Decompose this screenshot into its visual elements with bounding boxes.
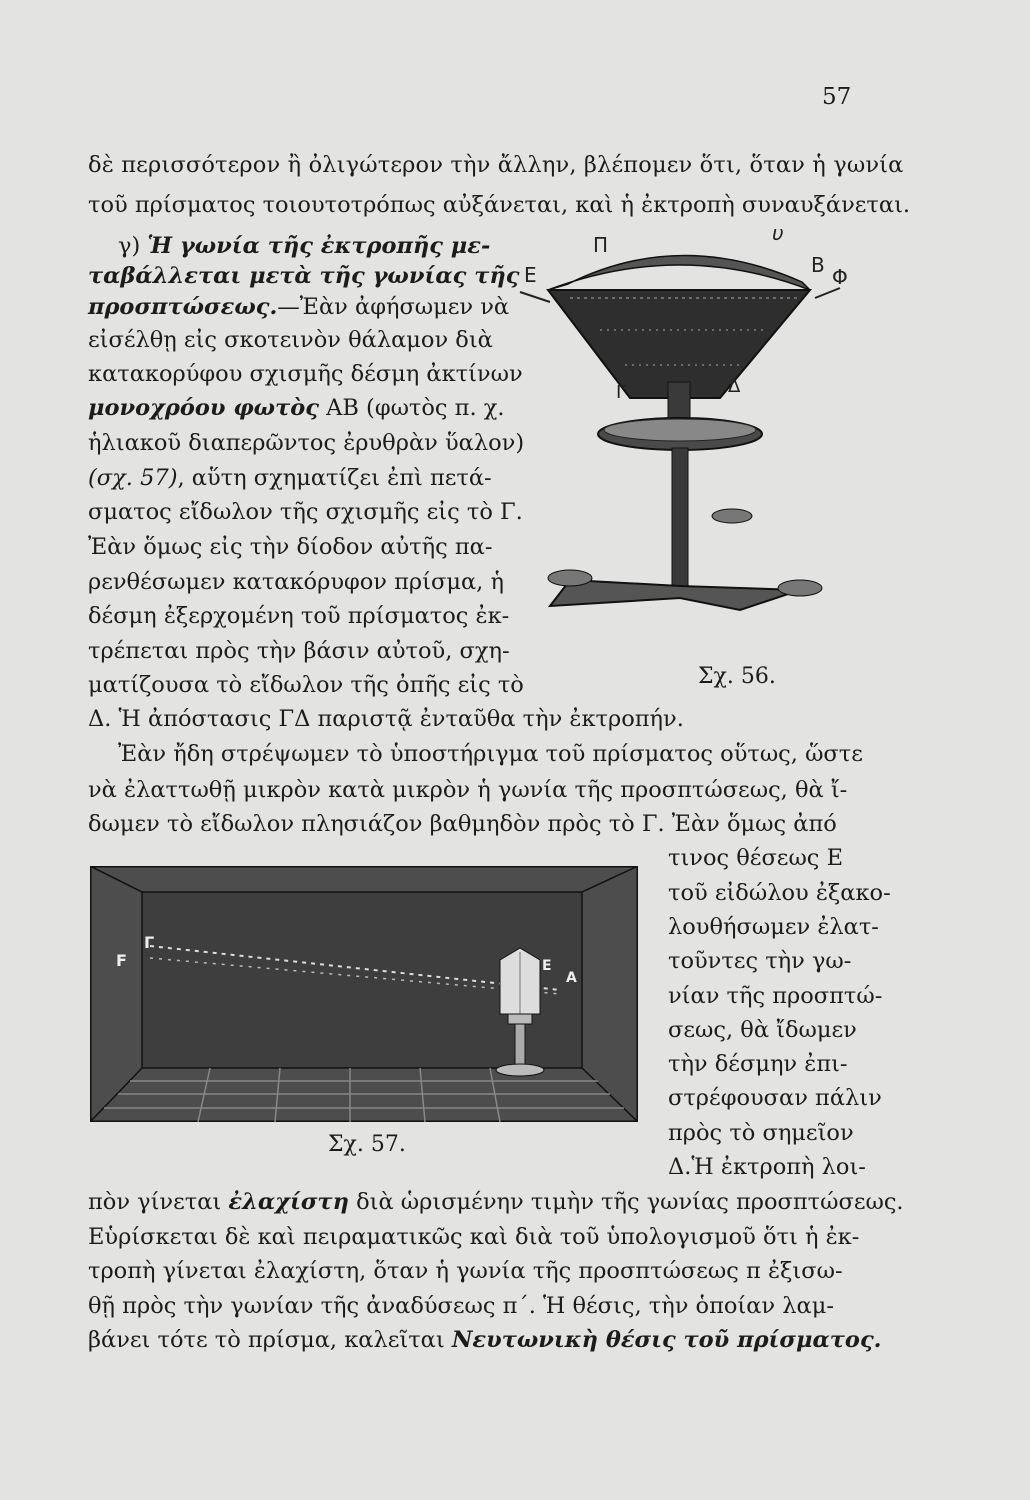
figure-57-dark-chamber — [90, 866, 638, 1122]
leveling-screw — [778, 580, 822, 596]
section-heading: ταβάλλεται μετὰ τῆς γωνίας τῆς — [88, 263, 520, 289]
stand-column — [672, 448, 688, 588]
leveling-screw — [712, 509, 752, 523]
text-line: ἡλιακοῦ διαπερῶντος ἐρυθρὰν ὕαλον) — [88, 430, 525, 456]
label-f: F — [116, 951, 127, 970]
text-span: —Ἐὰν ἀφήσωμεν νὰ — [277, 294, 510, 320]
side-text-line: τὴν δέσμην ἐπι- — [668, 1051, 848, 1077]
text-line: δὲ περισσότερον ἢ ὀλιγώτερον τὴν ἄλλην, βλέπομεν ὅτι, ὅταν ἡ γωνία — [88, 152, 904, 178]
scale-arc — [548, 255, 810, 290]
text-line: σματος εἴδωλον τῆς σχισμῆς εἰς τὸ Γ. — [88, 499, 523, 525]
ray-in — [520, 292, 550, 302]
text-line: ρενθέσωμεν κατακόρυφον πρίσμα, ἡ — [88, 569, 504, 595]
label-a: A — [566, 970, 577, 986]
text-line — [88, 463, 492, 493]
label-b: Β — [811, 253, 825, 277]
text-span: διὰ ὡρισμένην τιμὴν τῆς γωνίας προσπτώσεως. — [348, 1189, 904, 1215]
text-line: τρέπεται πρὸς τὴν βάσιν αὐτοῦ, σχη- — [88, 638, 510, 664]
label-phi: Φ — [832, 265, 848, 289]
table-top-surface — [604, 419, 756, 441]
figure-57-caption: Σχ. 57. — [328, 1132, 406, 1157]
side-text-line: λουθήσωμεν ἐλατ- — [668, 914, 879, 940]
bold-term: Νευτωνικὴ θέσις τοῦ πρίσματος. — [451, 1327, 882, 1353]
text-line: ματίζουσα τὸ εἴδωλον τῆς ὀπῆς εἰς τὸ — [88, 672, 524, 698]
prism-holder — [508, 1014, 532, 1024]
text-line: θῇ πρὸς τὴν γωνίαν τῆς ἀναδύσεως π΄. Ἡ θέσις, τὴν ὁποίαν λαμ- — [88, 1293, 834, 1319]
label-delta: Δ — [728, 376, 741, 397]
side-text-line: τοῦντες τὴν γω- — [668, 948, 852, 974]
label-pi: Π — [593, 233, 609, 257]
text-span: , αὕτη σχηματίζει ἐπὶ πετά- — [177, 465, 492, 491]
text-line: Εὑρίσκεται δὲ καὶ πειραματικῶς καὶ διὰ τοῦ ὑπολογισμοῦ ὅτι ἡ ἐκ- — [88, 1224, 860, 1250]
section-heading-line — [118, 231, 490, 261]
figure-56-caption: Σχ. 56. — [698, 664, 776, 689]
prism-holder — [668, 382, 690, 422]
label-e: E — [542, 958, 552, 974]
text-line — [88, 1325, 881, 1355]
page-number: 57 — [822, 84, 852, 110]
text-line: νὰ ἐλαττωθῇ μικρὸν κατὰ μικρὸν ἡ γωνία τῆς προσπτώσεως, θὰ ἴ- — [88, 777, 848, 803]
text-line: εἰσέλθῃ εἰς σκοτεινὸν θάλαμον διὰ — [88, 327, 493, 353]
bold-term: μονοχρόου φωτὸς — [88, 395, 319, 421]
side-text-line: σεως, θὰ ἴδωμεν — [668, 1017, 857, 1043]
side-text-line: νίαν τῆς προσπτώ- — [668, 983, 883, 1009]
text-line: δωμεν τὸ εἴδωλον πλησιάζον βαθμηδὸν πρὸς τὸ Γ. Ἐὰν ὅμως ἀπό — [88, 811, 837, 837]
text-span: πὸν γίνεται — [88, 1189, 229, 1215]
text-line — [88, 393, 505, 423]
text-line: τροπὴ γίνεται ἐλαχίστη, ὅταν ἡ γωνία τῆς προσπτώσεως π ἐξισω- — [88, 1258, 843, 1284]
section-heading: Ἡ γωνία τῆς ἐκτροπῆς με- — [147, 233, 491, 259]
prism-stand — [515, 1024, 525, 1068]
text-line: δέσμη ἐξερχομένη τοῦ πρίσματος ἐκ- — [88, 603, 510, 629]
ray-out — [815, 288, 840, 298]
text-line: Ἐὰν ὅμως εἰς τὴν δίοδον αὐτῆς πα- — [88, 534, 493, 560]
side-text-line: τινος θέσεως Ε — [668, 845, 843, 871]
prism-stand-base — [496, 1064, 544, 1076]
label-e: Ε — [524, 263, 537, 287]
text-line: τοῦ πρίσματος τοιουτοτρόπως αὐξάνεται, καὶ ἡ ἐκτροπὴ συναυξάνεται. — [88, 192, 911, 218]
text-line: κατακορύφου σχισμῆς δέσμη ἀκτίνων — [88, 361, 523, 387]
side-text-line: πρὸς τὸ σημεῖον — [668, 1120, 854, 1146]
bold-term: ἐλαχίστη — [228, 1189, 349, 1215]
side-text-line: στρέφουσαν πάλιν — [668, 1085, 882, 1111]
figure-reference: (σχ. 57) — [88, 465, 178, 491]
side-text-line: Δ.Ἡ ἐκτροπὴ λοι- — [668, 1154, 866, 1180]
side-text-line: τοῦ εἰδώλου ἐξακο- — [668, 880, 891, 906]
text-span: ΑΒ (φωτὸς π. χ. — [318, 395, 505, 421]
text-span: βάνει τότε τὸ πρίσμα, καλεῖται — [88, 1327, 452, 1353]
label-u: υ — [772, 221, 784, 245]
section-marker: γ) — [118, 233, 141, 259]
leveling-screw — [548, 570, 592, 586]
text-line: Ἐὰν ἤδη στρέψωμεν τὸ ὑποστήριγμα τοῦ πρίσματος οὕτως, ὥστε — [118, 741, 863, 767]
label-gamma: Γ — [616, 382, 627, 403]
figure-56-apparatus — [510, 220, 860, 680]
section-heading: προσπτώσεως. — [88, 294, 278, 320]
text-line — [88, 1187, 904, 1217]
text-line: Δ. Ἡ ἀπόστασις ΓΔ παριστᾷ ἐνταῦθα τὴν ἐκτροπήν. — [88, 706, 684, 732]
label-gamma: Γ — [144, 933, 155, 952]
text-line — [88, 292, 509, 322]
